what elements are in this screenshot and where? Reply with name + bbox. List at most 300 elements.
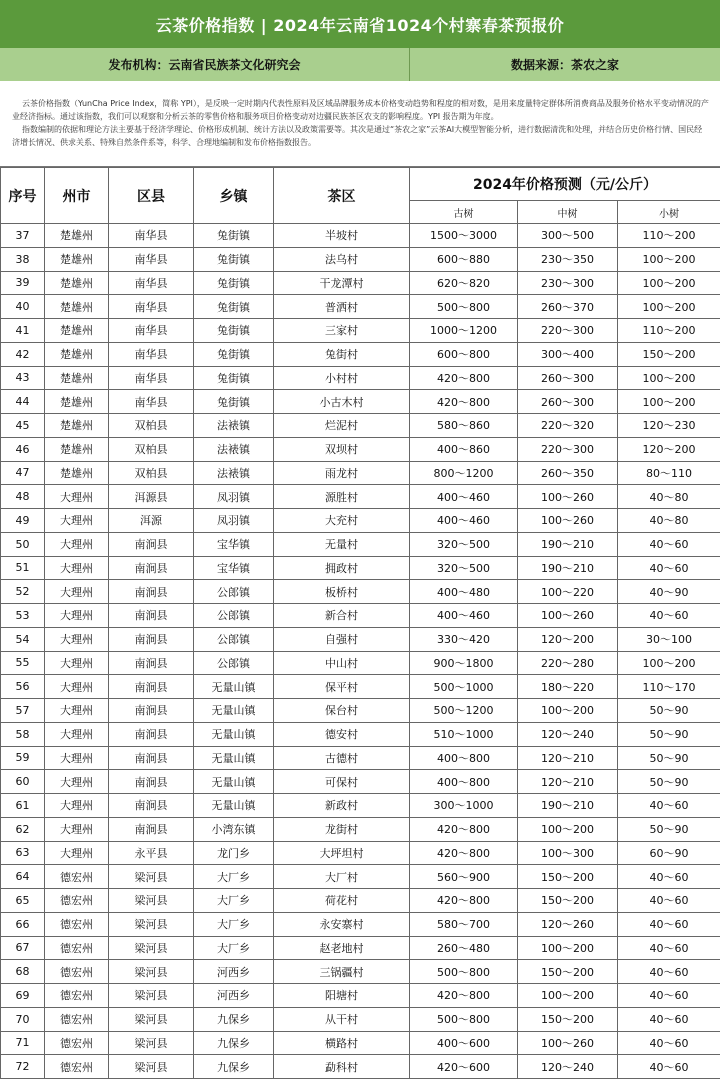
header-small-tree: 小树 (618, 201, 720, 224)
cell-city: 大理州 (45, 509, 109, 533)
cell-small-price: 110～170 (618, 675, 720, 699)
cell-old-price: 400～800 (410, 770, 518, 794)
cell-area: 自强村 (274, 627, 410, 651)
table-row (1, 271, 720, 295)
cell-small-price: 40～80 (618, 485, 720, 509)
table-row (1, 912, 720, 936)
cell-small-price: 120～230 (618, 414, 720, 438)
cell-mid-price: 190～210 (518, 794, 618, 818)
cell-county: 南涧县 (109, 556, 194, 580)
cell-county: 梁河县 (109, 912, 194, 936)
cell-city: 楚雄州 (45, 390, 109, 414)
cell-no: 65 (1, 889, 45, 913)
cell-no: 70 (1, 1007, 45, 1031)
cell-no: 43 (1, 366, 45, 390)
table-row (1, 247, 720, 271)
table-row (1, 580, 720, 604)
cell-mid-price: 100～300 (518, 841, 618, 865)
cell-area: 半坡村 (274, 224, 410, 248)
cell-county: 南涧县 (109, 580, 194, 604)
cell-small-price: 50～90 (618, 770, 720, 794)
cell-city: 德宏州 (45, 865, 109, 889)
cell-county: 南华县 (109, 295, 194, 319)
cell-no: 69 (1, 984, 45, 1008)
cell-mid-price: 260～300 (518, 390, 618, 414)
cell-old-price: 1500～3000 (410, 224, 518, 248)
cell-city: 楚雄州 (45, 247, 109, 271)
cell-town: 九保乡 (194, 1055, 274, 1079)
cell-city: 楚雄州 (45, 271, 109, 295)
cell-mid-price: 190～210 (518, 556, 618, 580)
cell-city: 大理州 (45, 722, 109, 746)
cell-old-price: 900～1800 (410, 651, 518, 675)
cell-old-price: 400～460 (410, 485, 518, 509)
cell-no: 62 (1, 817, 45, 841)
table-row (1, 865, 720, 889)
cell-town: 兔街镇 (194, 342, 274, 366)
cell-city: 大理州 (45, 485, 109, 509)
cell-no: 56 (1, 675, 45, 699)
cell-old-price: 580～860 (410, 414, 518, 438)
cell-small-price: 100～200 (618, 295, 720, 319)
cell-county: 梁河县 (109, 889, 194, 913)
header-town: 乡镇 (194, 168, 274, 224)
cell-small-price: 40～60 (618, 1031, 720, 1055)
cell-county: 洱源县 (109, 485, 194, 509)
cell-town: 河西乡 (194, 960, 274, 984)
cell-city: 大理州 (45, 556, 109, 580)
cell-town: 兔街镇 (194, 224, 274, 248)
cell-mid-price: 100～260 (518, 604, 618, 628)
cell-area: 无量村 (274, 532, 410, 556)
cell-county: 南华县 (109, 224, 194, 248)
cell-area: 兔街村 (274, 342, 410, 366)
cell-mid-price: 120～210 (518, 746, 618, 770)
cell-small-price: 40～60 (618, 1007, 720, 1031)
cell-city: 楚雄州 (45, 414, 109, 438)
table-row (1, 889, 720, 913)
cell-small-price: 40～60 (618, 936, 720, 960)
cell-small-price: 150～200 (618, 342, 720, 366)
cell-town: 无量山镇 (194, 746, 274, 770)
cell-town: 河西乡 (194, 984, 274, 1008)
cell-no: 72 (1, 1055, 45, 1079)
header-price: 2024年价格预测（元/公斤） (410, 168, 720, 201)
publisher-label: 发布机构：云南省民族茶文化研究会 (0, 48, 410, 81)
cell-old-price: 400～800 (410, 746, 518, 770)
cell-county: 梁河县 (109, 1031, 194, 1055)
cell-small-price: 40～60 (618, 865, 720, 889)
cell-county: 南涧县 (109, 770, 194, 794)
cell-county: 洱源 (109, 509, 194, 533)
table-row (1, 841, 720, 865)
table-row (1, 1007, 720, 1031)
cell-mid-price: 100～260 (518, 485, 618, 509)
cell-mid-price: 120～260 (518, 912, 618, 936)
cell-no: 68 (1, 960, 45, 984)
cell-county: 梁河县 (109, 936, 194, 960)
cell-old-price: 620～820 (410, 271, 518, 295)
cell-old-price: 560～900 (410, 865, 518, 889)
cell-city: 楚雄州 (45, 224, 109, 248)
cell-city: 德宏州 (45, 1055, 109, 1079)
cell-mid-price: 120～200 (518, 627, 618, 651)
cell-area: 大坪坦村 (274, 841, 410, 865)
table-row (1, 295, 720, 319)
cell-no: 64 (1, 865, 45, 889)
cell-town: 小湾东镇 (194, 817, 274, 841)
cell-old-price: 400～460 (410, 509, 518, 533)
cell-no: 41 (1, 319, 45, 343)
cell-no: 49 (1, 509, 45, 533)
cell-town: 公郎镇 (194, 651, 274, 675)
cell-small-price: 100～200 (618, 651, 720, 675)
cell-no: 55 (1, 651, 45, 675)
cell-mid-price: 120～240 (518, 722, 618, 746)
table-row (1, 675, 720, 699)
cell-city: 楚雄州 (45, 437, 109, 461)
cell-city: 大理州 (45, 770, 109, 794)
cell-small-price: 40～60 (618, 912, 720, 936)
cell-no: 52 (1, 580, 45, 604)
description (0, 81, 720, 167)
cell-area: 雨龙村 (274, 461, 410, 485)
cell-small-price: 60～90 (618, 841, 720, 865)
cell-town: 公郎镇 (194, 627, 274, 651)
cell-city: 大理州 (45, 675, 109, 699)
cell-area: 永安寨村 (274, 912, 410, 936)
cell-area: 三家村 (274, 319, 410, 343)
table-row (1, 390, 720, 414)
info-bar (0, 48, 720, 81)
cell-town: 宝华镇 (194, 556, 274, 580)
cell-town: 公郎镇 (194, 604, 274, 628)
cell-small-price: 40～60 (618, 794, 720, 818)
cell-city: 德宏州 (45, 936, 109, 960)
cell-old-price: 400～480 (410, 580, 518, 604)
cell-county: 南涧县 (109, 722, 194, 746)
header-city: 州市 (45, 168, 109, 224)
table-body (1, 224, 720, 1079)
cell-mid-price: 260～370 (518, 295, 618, 319)
cell-area: 龙街村 (274, 817, 410, 841)
cell-town: 兔街镇 (194, 271, 274, 295)
cell-old-price: 500～1000 (410, 675, 518, 699)
table-row (1, 342, 720, 366)
cell-area: 小古木村 (274, 390, 410, 414)
cell-county: 梁河县 (109, 865, 194, 889)
cell-city: 德宏州 (45, 1007, 109, 1031)
cell-town: 公郎镇 (194, 580, 274, 604)
cell-area: 德安村 (274, 722, 410, 746)
cell-old-price: 500～800 (410, 1007, 518, 1031)
cell-mid-price: 100～200 (518, 699, 618, 723)
cell-mid-price: 100～260 (518, 509, 618, 533)
cell-area: 荷花村 (274, 889, 410, 913)
cell-small-price: 110～200 (618, 224, 720, 248)
header-old-tree: 古树 (410, 201, 518, 224)
cell-no: 40 (1, 295, 45, 319)
cell-old-price: 510～1000 (410, 722, 518, 746)
cell-old-price: 420～800 (410, 841, 518, 865)
cell-city: 德宏州 (45, 1031, 109, 1055)
price-table (0, 167, 720, 1079)
cell-area: 保平村 (274, 675, 410, 699)
cell-town: 凤羽镇 (194, 509, 274, 533)
cell-city: 楚雄州 (45, 461, 109, 485)
cell-small-price: 40～60 (618, 889, 720, 913)
cell-town: 法裱镇 (194, 437, 274, 461)
cell-county: 南涧县 (109, 627, 194, 651)
table-row (1, 794, 720, 818)
cell-county: 双柏县 (109, 461, 194, 485)
cell-area: 古德村 (274, 746, 410, 770)
cell-mid-price: 260～300 (518, 366, 618, 390)
cell-small-price: 100～200 (618, 247, 720, 271)
cell-county: 南涧县 (109, 604, 194, 628)
cell-city: 大理州 (45, 841, 109, 865)
cell-small-price: 40～80 (618, 509, 720, 533)
cell-old-price: 420～800 (410, 817, 518, 841)
cell-city: 大理州 (45, 580, 109, 604)
cell-county: 南涧县 (109, 699, 194, 723)
table-row (1, 722, 720, 746)
cell-area: 大厂村 (274, 865, 410, 889)
cell-county: 南华县 (109, 390, 194, 414)
cell-town: 无量山镇 (194, 722, 274, 746)
table-row (1, 414, 720, 438)
cell-no: 67 (1, 936, 45, 960)
cell-old-price: 420～800 (410, 889, 518, 913)
cell-old-price: 320～500 (410, 532, 518, 556)
cell-small-price: 40～60 (618, 984, 720, 1008)
cell-town: 龙门乡 (194, 841, 274, 865)
cell-county: 南涧县 (109, 817, 194, 841)
cell-mid-price: 150～200 (518, 960, 618, 984)
cell-mid-price: 150～200 (518, 889, 618, 913)
cell-old-price: 1000～1200 (410, 319, 518, 343)
cell-old-price: 300～1000 (410, 794, 518, 818)
cell-mid-price: 100～260 (518, 1031, 618, 1055)
table-row (1, 461, 720, 485)
cell-area: 三锅疆村 (274, 960, 410, 984)
cell-no: 51 (1, 556, 45, 580)
table-row (1, 817, 720, 841)
cell-city: 楚雄州 (45, 366, 109, 390)
cell-area: 干龙潭村 (274, 271, 410, 295)
cell-small-price: 100～200 (618, 366, 720, 390)
cell-county: 双柏县 (109, 414, 194, 438)
cell-area: 烂泥村 (274, 414, 410, 438)
cell-county: 南华县 (109, 342, 194, 366)
cell-no: 60 (1, 770, 45, 794)
cell-old-price: 500～1200 (410, 699, 518, 723)
cell-area: 大充村 (274, 509, 410, 533)
cell-city: 楚雄州 (45, 342, 109, 366)
cell-city: 德宏州 (45, 889, 109, 913)
cell-city: 大理州 (45, 627, 109, 651)
cell-no: 38 (1, 247, 45, 271)
cell-city: 德宏州 (45, 912, 109, 936)
cell-no: 57 (1, 699, 45, 723)
cell-city: 大理州 (45, 604, 109, 628)
cell-mid-price: 190～210 (518, 532, 618, 556)
cell-county: 南华县 (109, 319, 194, 343)
cell-town: 九保乡 (194, 1031, 274, 1055)
table-row (1, 627, 720, 651)
cell-no: 50 (1, 532, 45, 556)
cell-no: 48 (1, 485, 45, 509)
cell-area: 双坝村 (274, 437, 410, 461)
cell-city: 楚雄州 (45, 295, 109, 319)
cell-town: 大厂乡 (194, 889, 274, 913)
cell-mid-price: 100～200 (518, 817, 618, 841)
cell-area: 中山村 (274, 651, 410, 675)
cell-no: 66 (1, 912, 45, 936)
cell-county: 南涧县 (109, 651, 194, 675)
cell-small-price: 50～90 (618, 817, 720, 841)
cell-small-price: 50～90 (618, 746, 720, 770)
cell-county: 南涧县 (109, 532, 194, 556)
table-row (1, 936, 720, 960)
cell-no: 71 (1, 1031, 45, 1055)
table-row (1, 366, 720, 390)
table-row (1, 319, 720, 343)
header-county: 区县 (109, 168, 194, 224)
table-row (1, 746, 720, 770)
cell-mid-price: 220～300 (518, 319, 618, 343)
cell-area: 从干村 (274, 1007, 410, 1031)
cell-area: 勐科村 (274, 1055, 410, 1079)
cell-mid-price: 150～200 (518, 865, 618, 889)
cell-mid-price: 100～220 (518, 580, 618, 604)
cell-city: 德宏州 (45, 984, 109, 1008)
table-row (1, 1055, 720, 1079)
cell-mid-price: 100～200 (518, 984, 618, 1008)
cell-city: 德宏州 (45, 960, 109, 984)
cell-mid-price: 230～350 (518, 247, 618, 271)
cell-small-price: 110～200 (618, 319, 720, 343)
cell-county: 南华县 (109, 271, 194, 295)
table-row (1, 556, 720, 580)
cell-town: 九保乡 (194, 1007, 274, 1031)
cell-mid-price: 300～500 (518, 224, 618, 248)
cell-old-price: 260～480 (410, 936, 518, 960)
cell-old-price: 800～1200 (410, 461, 518, 485)
cell-city: 大理州 (45, 817, 109, 841)
cell-city: 大理州 (45, 746, 109, 770)
cell-town: 法裱镇 (194, 461, 274, 485)
cell-area: 小村村 (274, 366, 410, 390)
cell-old-price: 580～700 (410, 912, 518, 936)
cell-town: 兔街镇 (194, 366, 274, 390)
cell-no: 58 (1, 722, 45, 746)
cell-area: 源胜村 (274, 485, 410, 509)
cell-no: 47 (1, 461, 45, 485)
cell-no: 54 (1, 627, 45, 651)
cell-old-price: 500～800 (410, 295, 518, 319)
cell-area: 阳塘村 (274, 984, 410, 1008)
cell-area: 保台村 (274, 699, 410, 723)
cell-area: 赵老地村 (274, 936, 410, 960)
cell-small-price: 40～60 (618, 604, 720, 628)
table-row (1, 1031, 720, 1055)
description-para-2: 指数编制的依据和理论方法主要基于经济学理论、价格形成机制、统计方法以及政策需要等。其次是通过“茶农之家”云茶AI大模型智能分析，进行数据清洗和处理，并结合历史价格行情、国民经济增长情况、供求关系、特殊自然条件系等，科学、合理地编制和发布价格指数报告。 (12, 123, 710, 149)
cell-area: 新合村 (274, 604, 410, 628)
cell-small-price: 80～110 (618, 461, 720, 485)
cell-no: 59 (1, 746, 45, 770)
table-row (1, 532, 720, 556)
table-row (1, 509, 720, 533)
cell-area: 普洒村 (274, 295, 410, 319)
cell-county: 梁河县 (109, 960, 194, 984)
table-row (1, 699, 720, 723)
cell-no: 42 (1, 342, 45, 366)
cell-small-price: 50～90 (618, 722, 720, 746)
cell-county: 永平县 (109, 841, 194, 865)
cell-county: 双柏县 (109, 437, 194, 461)
cell-old-price: 600～800 (410, 342, 518, 366)
cell-no: 44 (1, 390, 45, 414)
cell-city: 大理州 (45, 532, 109, 556)
cell-small-price: 40～60 (618, 556, 720, 580)
description-para-1: 云茶价格指数（YunCha Price Index，简称 YPI），是反映一定时期内代表性原料及区域品牌服务成本价格变动趋势和程度的相对数，是用来度量特定群体所消费商品及服务价格水平变动情况的产业经济指标。通过该指数，我们可以观察和分析云茶的零售价格和服务项目价格变动对边疆民族茶区农支的影响程度。YPI 报告期为年度。 (12, 97, 710, 123)
cell-town: 凤羽镇 (194, 485, 274, 509)
cell-town: 兔街镇 (194, 295, 274, 319)
cell-town: 无量山镇 (194, 675, 274, 699)
cell-no: 61 (1, 794, 45, 818)
cell-small-price: 40～60 (618, 532, 720, 556)
cell-town: 法裱镇 (194, 414, 274, 438)
cell-area: 新政村 (274, 794, 410, 818)
cell-small-price: 120～200 (618, 437, 720, 461)
cell-county: 南华县 (109, 247, 194, 271)
cell-town: 兔街镇 (194, 319, 274, 343)
table-row (1, 224, 720, 248)
header-no: 序号 (1, 168, 45, 224)
cell-no: 39 (1, 271, 45, 295)
cell-town: 大厂乡 (194, 936, 274, 960)
page-title: 云茶价格指数 | 2024年云南省1024个村寨春茶预报价 (0, 0, 720, 48)
header-mid-tree: 中树 (518, 201, 618, 224)
cell-small-price: 40～60 (618, 1055, 720, 1079)
cell-no: 37 (1, 224, 45, 248)
cell-small-price: 100～200 (618, 271, 720, 295)
cell-old-price: 400～460 (410, 604, 518, 628)
cell-small-price: 40～90 (618, 580, 720, 604)
cell-town: 兔街镇 (194, 390, 274, 414)
table-row (1, 770, 720, 794)
cell-county: 南涧县 (109, 675, 194, 699)
cell-small-price: 30～100 (618, 627, 720, 651)
cell-no: 53 (1, 604, 45, 628)
cell-old-price: 420～800 (410, 984, 518, 1008)
cell-city: 楚雄州 (45, 319, 109, 343)
cell-city: 大理州 (45, 794, 109, 818)
cell-county: 梁河县 (109, 984, 194, 1008)
table-row (1, 960, 720, 984)
cell-town: 无量山镇 (194, 794, 274, 818)
cell-no: 46 (1, 437, 45, 461)
cell-county: 梁河县 (109, 1007, 194, 1031)
cell-county: 南涧县 (109, 746, 194, 770)
table-row (1, 485, 720, 509)
cell-old-price: 500～800 (410, 960, 518, 984)
table-row (1, 984, 720, 1008)
cell-town: 兔街镇 (194, 247, 274, 271)
cell-old-price: 330～420 (410, 627, 518, 651)
cell-county: 梁河县 (109, 1055, 194, 1079)
